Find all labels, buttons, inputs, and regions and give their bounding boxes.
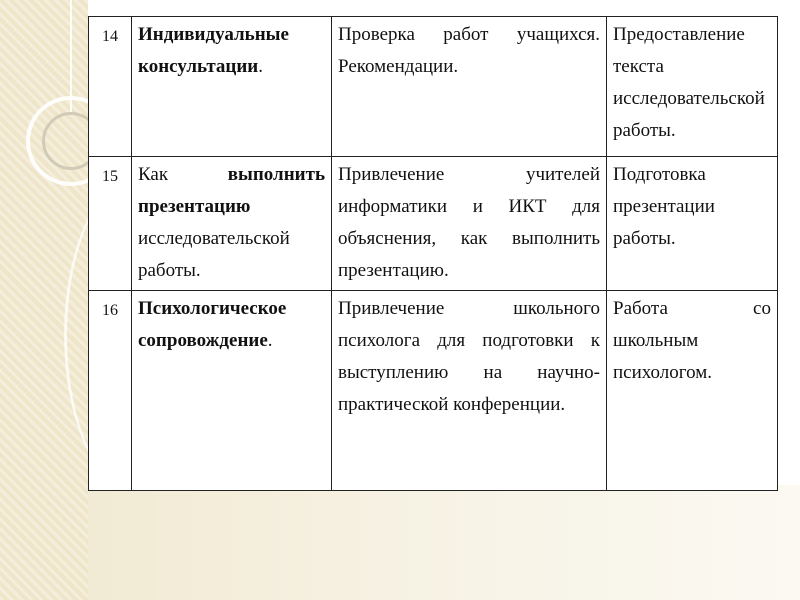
decorative-bottom-panel xyxy=(88,485,800,600)
event-cell xyxy=(132,157,332,291)
decorative-side-strip xyxy=(0,0,88,600)
event-tail-text: . xyxy=(267,330,273,351)
work-plan-table xyxy=(88,16,778,491)
table-row xyxy=(89,17,778,157)
event-cell xyxy=(132,291,332,491)
table-row xyxy=(89,157,778,291)
activity-cell: Проверка работ учащихся. Рекомендации. xyxy=(332,17,607,157)
table-row xyxy=(89,291,778,491)
result-cell: Подготовка презентации работы. xyxy=(607,157,778,291)
event-tail-text: исследовательской работы. xyxy=(138,228,290,281)
event-lead-text: Как xyxy=(138,164,228,185)
event-bold-text: выполнить презентацию xyxy=(138,164,325,217)
activity-cell: Привлечение учителей информатики и ИКТ для объяснения, как выполнить презентацию. xyxy=(332,157,607,291)
row-number: 15 xyxy=(89,157,132,291)
row-number: 16 xyxy=(89,291,132,491)
row-number: 14 xyxy=(89,17,132,157)
event-tail-text: . xyxy=(258,56,263,77)
event-bold-text: Индивидуальные консультации xyxy=(138,24,289,77)
result-cell: Работа со школьным психологом. xyxy=(607,291,778,491)
event-bold-text: Психологическое сопровождение xyxy=(138,298,287,351)
event-cell xyxy=(132,17,332,157)
activity-cell: Привлечение школьного психолога для подготовки к выступлению на научно-практической конференции. xyxy=(332,291,607,491)
result-cell: Предоставление текста исследовательской работы. xyxy=(607,17,778,157)
